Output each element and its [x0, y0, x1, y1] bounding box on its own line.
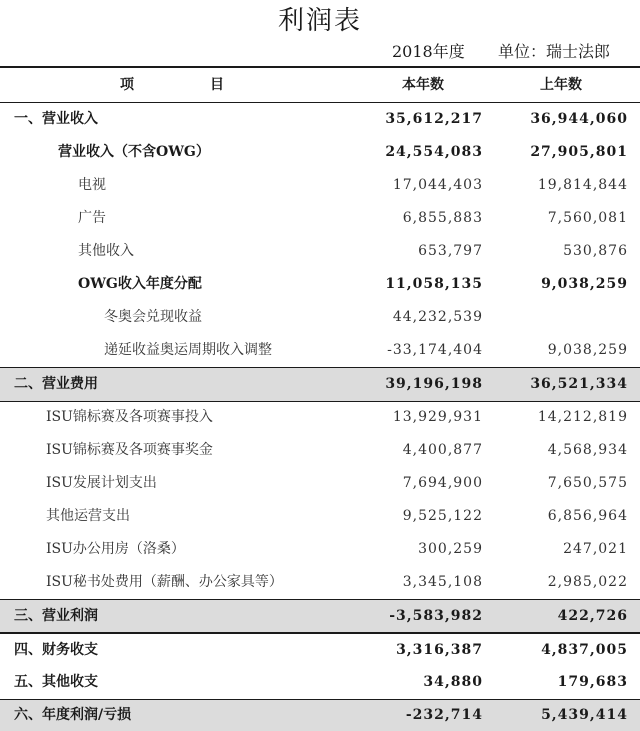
currency-unit-label: 单位：瑞士法郎	[498, 42, 611, 61]
header-previous-year: 上年数	[540, 77, 582, 93]
table-row	[0, 268, 640, 301]
table-row	[0, 103, 640, 136]
row-previous: 6,856,964	[547, 508, 628, 524]
row-current: 7,694,900	[402, 475, 483, 491]
table-row	[0, 368, 640, 401]
row-previous: 422,726	[557, 608, 628, 624]
row-current: 24,554,083	[385, 144, 483, 160]
row-label: 四、财务收支	[14, 642, 98, 658]
table-row	[0, 169, 640, 202]
row-previous: 7,650,575	[547, 475, 628, 491]
row-current: 9,525,122	[402, 508, 483, 524]
row-current: 17,044,403	[392, 177, 483, 193]
row-previous: 247,021	[563, 541, 628, 557]
row-label: 递延收益奥运周期收入调整	[104, 342, 272, 358]
table-row	[0, 434, 640, 467]
row-label: ISU秘书处费用（薪酬、办公家具等）	[46, 574, 283, 590]
row-previous: 530,876	[563, 243, 628, 259]
row-previous: 14,212,819	[537, 409, 628, 425]
table-row	[0, 600, 640, 633]
fiscal-year-label: 2018年度	[392, 42, 465, 61]
table-row	[0, 202, 640, 235]
row-label: 六、年度利润/亏损	[14, 707, 132, 723]
row-label: ISU办公用房（洛桑）	[46, 541, 185, 557]
table-row	[0, 700, 640, 731]
table-row	[0, 500, 640, 533]
table-row	[0, 334, 640, 367]
header-item-a: 项	[120, 77, 134, 93]
row-current: 35,612,217	[385, 111, 483, 127]
row-previous: 36,521,334	[530, 376, 628, 392]
row-previous: 4,837,005	[541, 642, 628, 658]
row-previous: 9,038,259	[541, 276, 628, 292]
row-label: 电视	[78, 177, 106, 193]
row-current: 13,929,931	[392, 409, 483, 425]
table-row	[0, 634, 640, 667]
table-header	[0, 68, 640, 102]
row-label: ISU锦标赛及各项赛事投入	[46, 409, 213, 425]
table-row	[0, 235, 640, 268]
row-previous: 9,038,259	[547, 342, 628, 358]
row-previous: 179,683	[557, 674, 628, 690]
table-row	[0, 666, 640, 699]
header-current-year: 本年数	[402, 77, 444, 93]
table-row	[0, 136, 640, 169]
row-previous: 2,985,022	[547, 574, 628, 590]
row-label: 一、营业收入	[14, 111, 98, 127]
table-row	[0, 533, 640, 566]
row-current: 44,232,539	[392, 309, 483, 325]
row-label: 五、其他收支	[14, 674, 98, 690]
table-row	[0, 401, 640, 434]
row-current: 300,259	[418, 541, 483, 557]
row-current: 11,058,135	[385, 276, 483, 292]
row-label: OWG收入年度分配	[78, 276, 202, 292]
table-row	[0, 301, 640, 334]
row-label: 冬奥会兑现收益	[104, 309, 202, 325]
row-label: 其他运营支出	[46, 508, 130, 524]
row-current: -232,714	[405, 707, 483, 723]
row-label: 其他收入	[78, 243, 134, 259]
row-current: 3,345,108	[402, 574, 483, 590]
table-row	[0, 566, 640, 599]
header-item-b: 目	[210, 77, 224, 93]
row-current: 3,316,387	[396, 642, 483, 658]
row-label: 广告	[78, 210, 106, 226]
row-previous: 36,944,060	[530, 111, 628, 127]
row-previous: 7,560,081	[547, 210, 628, 226]
row-label: 营业收入（不含OWG）	[58, 144, 210, 160]
row-label: ISU锦标赛及各项赛事奖金	[46, 442, 213, 458]
row-current: 6,855,883	[402, 210, 483, 226]
row-previous: 5,439,414	[541, 707, 628, 723]
table-row	[0, 467, 640, 500]
row-previous: 19,814,844	[537, 177, 628, 193]
row-current: -3,583,982	[389, 608, 483, 624]
row-current: 4,400,877	[402, 442, 483, 458]
row-previous: 27,905,801	[530, 144, 628, 160]
row-label: ISU发展计划支出	[46, 475, 157, 491]
row-label: 二、营业费用	[14, 376, 98, 392]
page-title: 利润表	[277, 6, 362, 36]
row-current: 653,797	[418, 243, 483, 259]
row-current: -33,174,404	[387, 342, 483, 358]
row-current: 34,880	[423, 674, 483, 690]
row-label: 三、营业利润	[14, 608, 98, 624]
row-current: 39,196,198	[385, 376, 483, 392]
row-previous: 4,568,934	[547, 442, 628, 458]
